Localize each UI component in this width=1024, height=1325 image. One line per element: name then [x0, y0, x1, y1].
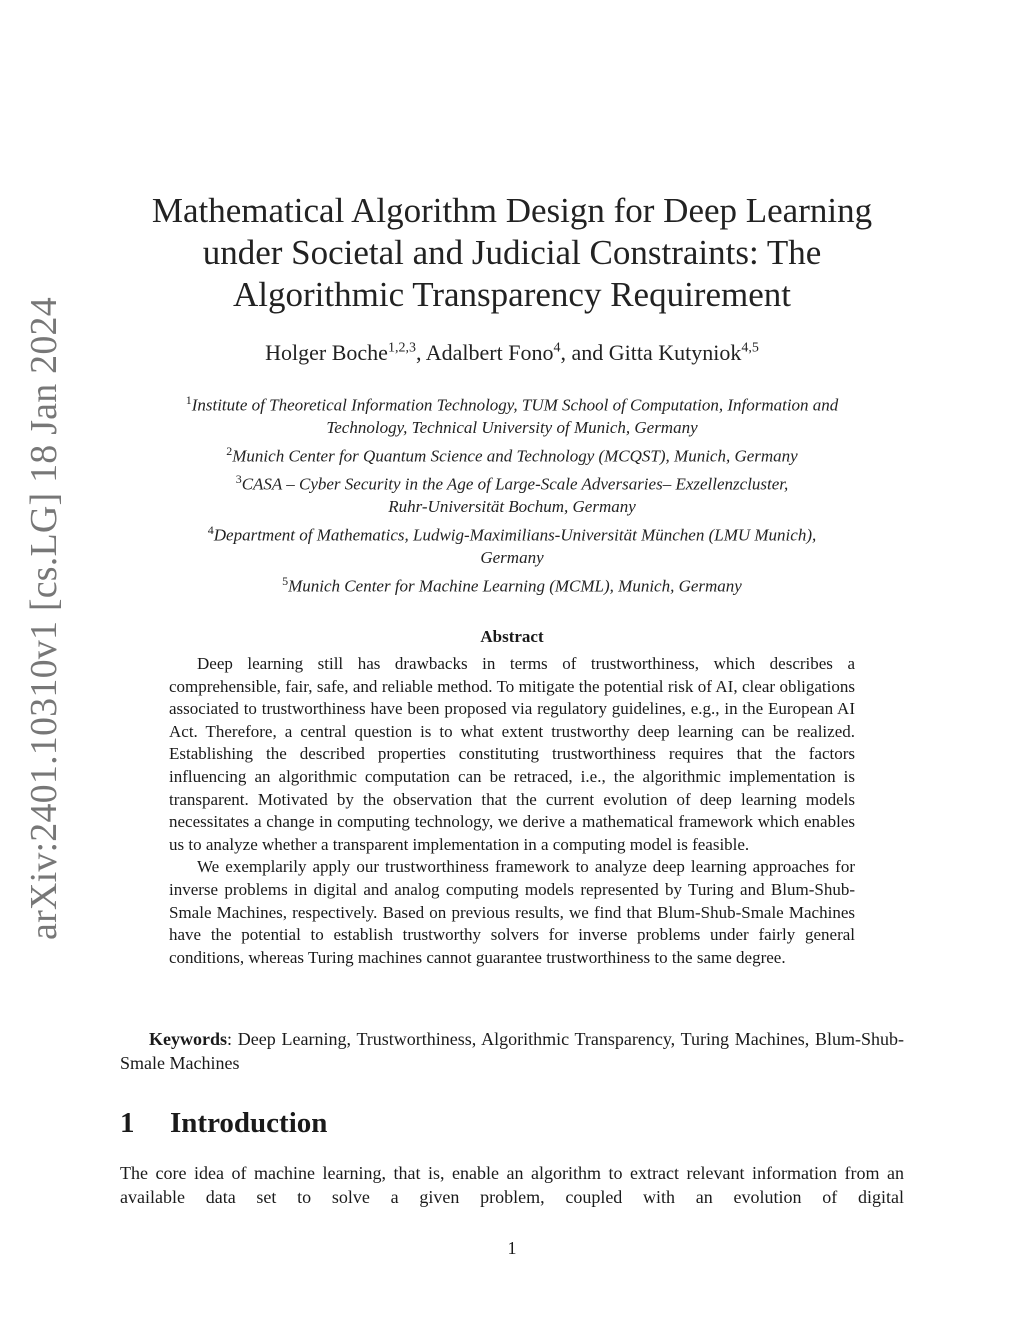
- keywords: [120, 1028, 904, 1075]
- page-number: 1: [507, 1238, 517, 1258]
- arxiv-side-stamp: arXiv:2401.10310v1 [cs.LG] 18 Jan 2024: [23, 297, 65, 940]
- abstract-heading: Abstract: [480, 627, 544, 646]
- affiliation: $^2$Munich Center for Quantum Science and Technology (MCQST), Munich, Germany: [226, 443, 798, 466]
- section-heading: [120, 1107, 327, 1140]
- author-affil-marker: 4: [553, 340, 561, 356]
- affiliation: $^4$Department of Mathematics, Ludwig-Maximilians-Universität München (LMU Munich), Germany: [207, 522, 817, 568]
- title-line: Algorithmic Transparency Requirement: [233, 275, 791, 314]
- author-name: Adalbert Fono: [425, 340, 554, 365]
- abstract-paragraph: Deep learning still has drawbacks in terms of trustworthiness, which describes a comprehensible, fair, safe, and reliable method. To mitigate the potential risk of AI, clear obligations associated to trustworthiness have been proposed via regulatory guidelines, e.g., in the European AI Act. Therefore, a central question is to what extent trustworthy deep learning can be realized. Establishing the described properties constituting trustworthiness requires that the factors influencing an algorithmic computation can be retraced, i.e., the algorithmic implementation is transparent. Motivated by the observation that the current evolution of deep learning models necessitates a change in computing technology, we derive a mathematical framework which enables us to analyze whether a transparent implementation in a computing model is feasible.: [169, 654, 855, 854]
- abstract-paragraph: We exemplarily apply our trustworthiness framework to analyze deep learning approaches for inverse problems in digital and analog computing models represented by Turing and Blum-Shub-Smale Machines, respectively. Based on previous results, we find that Blum-Shub-Smale Machines have the potential to establish trustworthy solvers for inverse problems under fairly general conditions, whereas Turing machines cannot guarantee trustworthiness to the same degree.: [169, 857, 855, 967]
- author-affil-marker: 1,2,3: [387, 340, 416, 356]
- affiliation: $^3$CASA – Cyber Security in the Age of Large-Scale Adversaries– Exzellenzcluster, Ruhr-Universität Bochum, Germany: [235, 472, 789, 517]
- paper-title: [0, 190, 1024, 316]
- intro-paragraph: The core idea of machine learning, that is, enable an algorithm to extract relevant information from an available data set to solve a given problem, coupled with an evolution of digital: [120, 1163, 904, 1207]
- author-separator: , and: [560, 340, 609, 365]
- affiliation: $^1$Institute of Theoretical Information Technology, TUM School of Computation, Information and Technology, Technical University of Munich, Germany: [185, 393, 839, 438]
- author-separator: ,: [415, 340, 426, 365]
- author-name: Holger Boche: [265, 340, 388, 365]
- author-name: Gitta Kutyniok: [608, 340, 742, 365]
- section-title: Introduction: [170, 1107, 328, 1139]
- affiliation: $^5$Munich Center for Machine Learning (MCML), Munich, Germany: [282, 573, 742, 596]
- author-list: [0, 340, 1024, 366]
- title-line: under Societal and Judicial Constraints: The: [202, 233, 822, 272]
- title-line: Mathematical Algorithm Design for Deep Learning: [151, 191, 873, 230]
- keywords-text: : Deep Learning, Trustworthiness, Algorithmic Transparency, Turing Machines, Blum-Shub-Smale Machines: [120, 1029, 904, 1073]
- keywords-label: Keywords: [149, 1029, 227, 1049]
- author-affil-marker: 4,5: [741, 340, 759, 356]
- section-number: 1: [120, 1107, 135, 1139]
- abstract-body: [169, 653, 855, 969]
- affiliation-list: [110, 389, 914, 598]
